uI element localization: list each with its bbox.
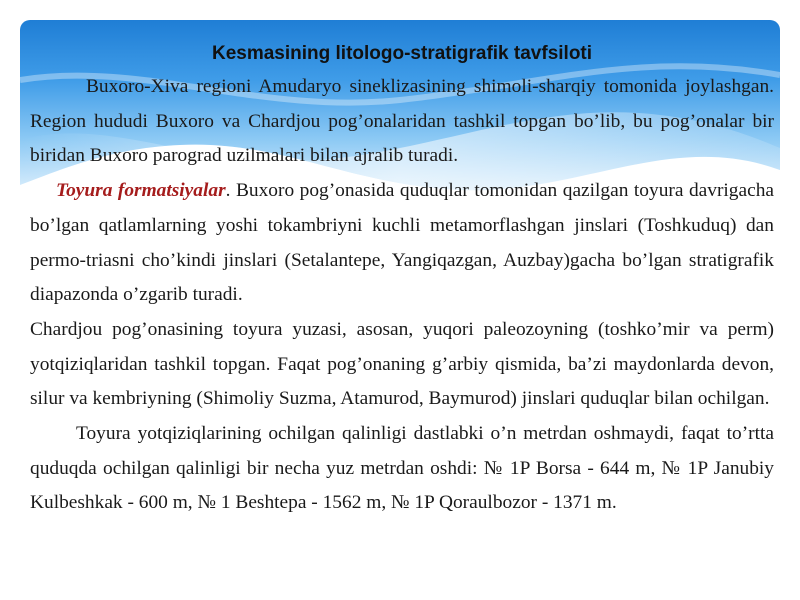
paragraph-4 (30, 417, 774, 521)
slide-title: Kesmasining litologo-stratigrafik tavfsiloti (211, 43, 593, 64)
paragraph-4-text: Toyura yotqiziqlarining ochilgan qalinligi dastlabki o’n metrdan oshmaydi, faqat to’rtta quduqda ochilgan qalinligi bir necha yuz metrdan oshdi: № 1P Borsa - 644 m, № 1P Janubiy Kulbeshkak - 600 m, № 1 Beshtepa - 1562 m, № 1P Qoraulbozor - 1371 m. (30, 423, 774, 514)
slide-content (30, 38, 774, 521)
paragraph-2 (30, 174, 774, 313)
paragraph-1 (30, 70, 774, 174)
paragraph-3-text: Chardjou pog’onasining toyura yuzasi, asosan, yuqori paleozoyning (toshko’mir va perm) yotqiziqlaridan tashkil topgan. Faqat pog’onaning g’arbiy qismida, ba’zi maydonlarda devon, silur va kembriyning (Shimoliy Suzma, Atamurod, Baymurod) jinslari quduqlar bilan ochilgan. (30, 318, 774, 410)
paragraph-2-text: . Buxoro pog’onasida quduqlar tomonidan qazilgan toyura davrigacha bo’lgan qatlamlarning yoshi tokambriyni kuchli metamorflashgan jinslari (Toshkuduq) dan permo-triasni cho’kindi jinslari (Setalantepe, Yangiqazgan, Auzbay)gacha bo’lgan stratigrafik diapazonda o’zgarib turadi. (30, 180, 775, 306)
term-toyura-formatsiyalar: Toyura formatsiyalar (56, 180, 226, 202)
paragraph-3 (30, 313, 774, 417)
paragraph-1-text: Buxoro-Xiva regioni Amudaryo sineklizasining shimoli-sharqiy tomonida joylashgan. Region hududi Buxoro va Chardjou pog’onalaridan tashkil topgan bo’lib, bu pog’onalar bir biridan Buxoro parograd uzilmalari bilan ajralib turadi. (30, 76, 774, 167)
